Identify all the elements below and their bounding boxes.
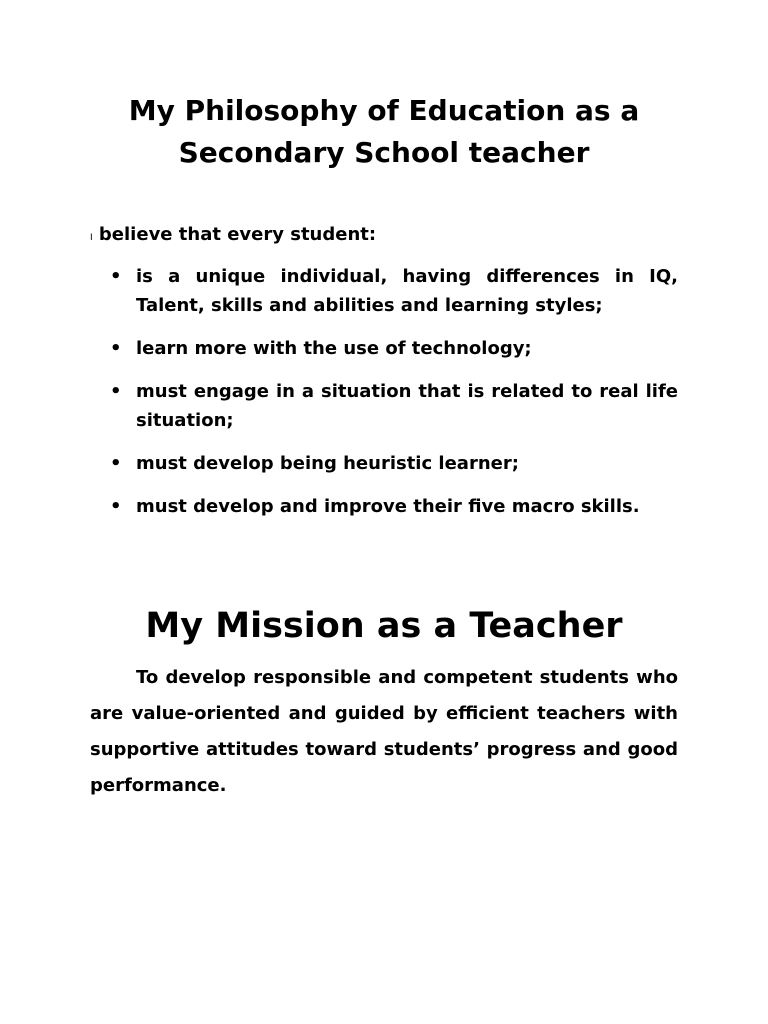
- bullet-icon: •: [110, 381, 122, 402]
- belief-text: learn more with the use of technology;: [136, 338, 532, 359]
- belief-text: must develop being heuristic learner;: [136, 453, 519, 474]
- mission-heading: My Mission as a Teacher: [145, 606, 623, 646]
- belief-text: is a unique individual, having differences in IQ, Talent, skills and abilities and learning styles;: [136, 266, 678, 316]
- bullet-icon: •: [110, 496, 122, 517]
- bullet-icon: •: [110, 266, 122, 287]
- list-item: [90, 492, 678, 521]
- intro-text: believe that every student:: [92, 224, 377, 245]
- beliefs-intro: [90, 223, 376, 250]
- page-title: My Philosophy of Education as a Secondary School teacher: [128, 94, 640, 169]
- intro-initial: I: [90, 233, 93, 243]
- list-item: [90, 449, 678, 478]
- list-item: [90, 377, 678, 435]
- list-item: [90, 262, 678, 320]
- list-item: [90, 334, 678, 363]
- bullet-icon: •: [110, 453, 122, 474]
- beliefs-list: [90, 262, 678, 535]
- belief-text: must develop and improve their five macro skills.: [136, 496, 640, 517]
- bullet-icon: •: [110, 338, 122, 359]
- mission-paragraph: To develop responsible and competent students who are value-oriented and guided by efficient teachers with supportive attitudes toward students’ progress and good performance.: [90, 667, 678, 796]
- belief-text: must engage in a situation that is related to real life situation;: [136, 381, 678, 431]
